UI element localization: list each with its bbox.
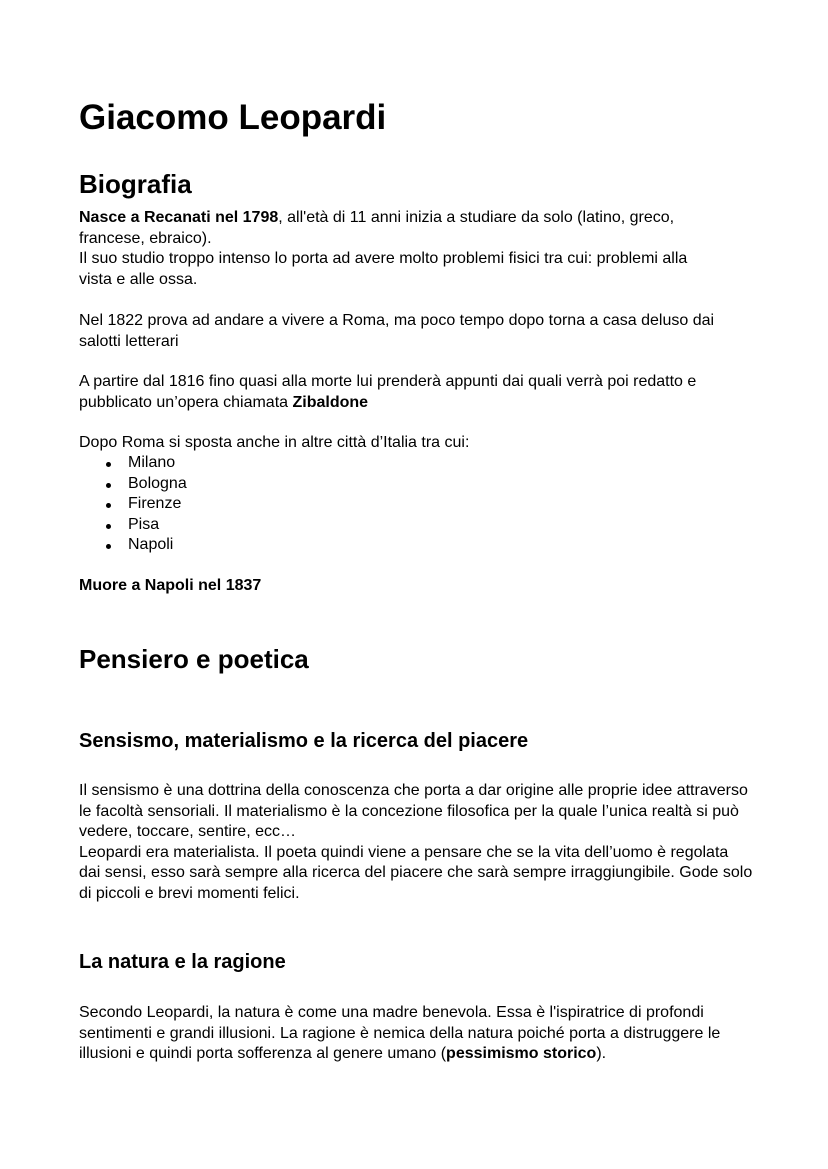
cities-list [79,453,187,556]
biografia-paragraph-1 [79,208,719,290]
zibaldone-bold-text: Zibaldone [292,393,369,411]
document-title: Giacomo Leopardi [79,98,387,137]
section-heading-pensiero: Pensiero e poetica [79,644,309,674]
biografia-paragraph-5: Dopo Roma si sposta anche in altre città d’Italia tra cui: [79,434,470,451]
birth-bold-text: Nasce a Recanati nel 1798 [79,209,279,226]
biografia-paragraph-4 [79,372,729,413]
biografia-paragraph-2: Il suo studio troppo intenso lo porta ad avere molto problemi fisici tra cui: problemi alla vista e alle ossa. [79,250,688,288]
list-item: Bologna [79,474,187,495]
list-item: Firenze [79,494,187,515]
natura-closing-text: ). [596,1045,607,1062]
sensismo-paragraphs [79,781,754,904]
natura-text: Secondo Leopardi, la natura è come una madre benevola. Essa è l'ispiratrice di profondi sentimenti e grandi illusioni. La ragione è nemica della natura poiché porta a distruggere le illusioni e quindi porta sofferenza al genere umano ( [79,1004,721,1062]
list-item: Napoli [79,535,187,556]
list-item: Pisa [79,515,187,536]
subsection-heading-sensismo: Sensismo, materialismo e la ricerca del piacere [79,730,529,752]
section-heading-biografia: Biografia [79,169,192,199]
zibaldone-intro-text: A partire dal 1816 fino quasi alla morte lui prenderà appunti dai quali verrà poi redatto e pubblicato un’opera chiamata [79,373,697,411]
death-statement: Muore a Napoli nel 1837 [79,577,262,594]
birth-rest-text: , all'età di 11 anni inizia a studiare da solo (latino, greco, francese, ebraico). [79,209,675,247]
biografia-paragraph-3: Nel 1822 prova ad andare a vivere a Roma, ma poco tempo dopo torna a casa deluso dai salotti letterari [79,312,715,350]
sensismo-paragraph-1: Il sensismo è una dottrina della conoscenza che porta a dar origine alle proprie idee attraverso le facoltà sensoriali. Il materialismo è la concezione filosofica per la quale l’unica realtà si può vedere, toccare, sentire, ecc… [79,782,748,840]
natura-paragraph [79,1003,754,1065]
sensismo-paragraph-2: Leopardi era materialista. Il poeta quindi viene a pensare che se la vita dell’uomo è regolata dai sensi, esso sarà sempre alla ricerca del piacere che sarà sempre irraggiungibile. Gode solo di piccoli e brevi momenti felici. [79,843,753,902]
subsection-heading-natura: La natura e la ragione [79,951,286,973]
pessimismo-storico-bold: pessimismo storico [446,1045,597,1062]
list-item: Milano [79,453,187,474]
